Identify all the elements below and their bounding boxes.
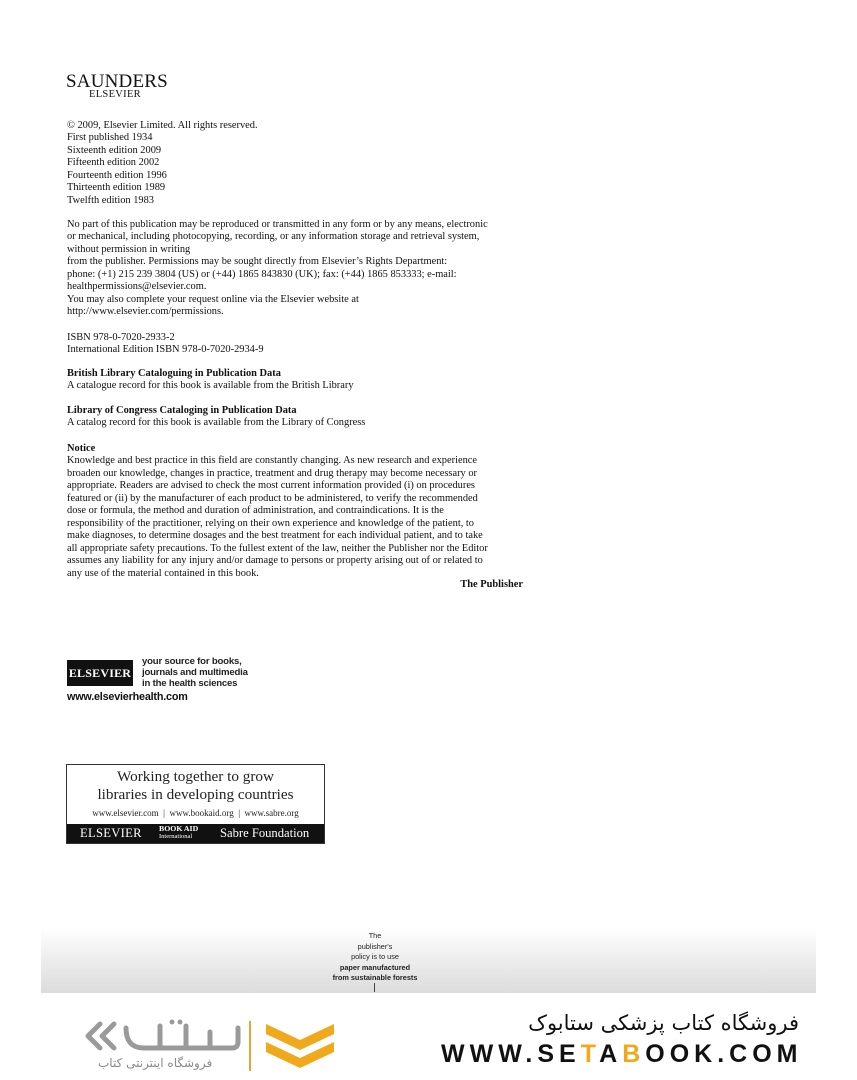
policy-line: policy is to use	[351, 952, 399, 962]
notice-line: appropriate. Readers are advised to check the most current information provided (i) on procedures	[67, 480, 475, 492]
sabre-foundation-logo: Sabre Foundation	[220, 826, 310, 840]
copyright-block	[67, 120, 537, 207]
notice-line: featured or (ii) by the manufacturer of each product to be administered, to verify the recommended	[67, 492, 478, 504]
library-of-congress-text: A catalog record for this book is available from the Library of Congress	[67, 417, 366, 429]
bookaid-logo-sub: International	[159, 833, 193, 840]
notice-line: dose or formula, the method and duration of administration, and contraindications. It is the	[67, 505, 444, 517]
isbn-international-line: International Edition ISBN 978-0-7020-2934-9	[67, 344, 264, 356]
notice-line: broaden our knowledge, changes in practice, treatment and drug therapy may become necessary or	[67, 467, 477, 479]
notice-line: assumes any liability for any injury and/or damage to persons or property arising out of or related to	[67, 555, 483, 567]
edition-line: Twelfth edition 1983	[67, 194, 155, 206]
policy-line: paper manufactured	[339, 962, 411, 972]
british-library-heading: British Library Cataloguing in Publication Data	[67, 368, 281, 379]
rights-line: without permission in writing	[67, 243, 191, 255]
rights-line: or mechanical, including photocopying, recording, or any information storage and retrieval system,	[67, 231, 480, 243]
copyright-line: © 2009, Elsevier Limited. All rights reserved.	[67, 120, 258, 131]
tagline-line: journals and multimedia	[142, 667, 248, 678]
edition-line: Sixteenth edition 2009	[67, 144, 162, 156]
bookaid-logo: BOOK AID	[159, 824, 199, 833]
paper-policy-note	[300, 931, 450, 984]
isbn-block	[67, 332, 537, 357]
working-together-box	[66, 764, 325, 844]
edition-line: Fourteenth edition 1996	[67, 169, 167, 181]
headline-line: libraries in developing countries	[97, 786, 294, 803]
setabook-chevron-icon	[262, 1020, 338, 1074]
url-accent: B	[622, 1040, 646, 1068]
edition-line: Fifteenth edition 2002	[67, 157, 160, 169]
elsevier-health-url[interactable]: www.elsevierhealth.com	[67, 691, 188, 703]
isbn-line: ISBN 978-0-7020-2933-2	[67, 332, 175, 343]
partner-logo-bar	[67, 824, 324, 843]
elsevier-partner-logo: ELSEVIER	[80, 826, 142, 840]
url-part: OOK.COM	[645, 1040, 803, 1068]
notice-line: Knowledge and best practice in this field are constantly changing. As new research and experience	[67, 455, 477, 467]
url-accent: T	[580, 1040, 600, 1068]
policy-divider	[374, 983, 375, 992]
notice-line: all appropriate safety precautions. To the fullest extent of the law, neither the Publisher nor the Editor	[67, 542, 488, 554]
rights-email: healthpermissions@elsevier.com.	[67, 281, 207, 293]
edition-line: First published 1934	[67, 132, 153, 144]
rights-line: No part of this publication may be reproduced or transmitted in any form or by any means, electronic	[67, 219, 488, 230]
notice-line: responsibility of the practitioner, relying on their own experience and knowledge of the patient, to	[67, 517, 475, 529]
policy-line: The	[368, 931, 382, 940]
url-part: WWW.SE	[441, 1040, 581, 1068]
publisher-imprint: ELSEVIER	[89, 89, 141, 100]
setabook-wordmark-icon	[82, 1018, 242, 1058]
british-library-block	[67, 368, 537, 393]
headline-line: Working together to grow	[117, 768, 274, 785]
rights-line: You may also complete your request online via the Elsevier website at	[67, 293, 359, 305]
rights-line: phone: (+1) 215 239 3804 (US) or (+44) 1865 843830 (UK); fax: (+44) 1865 853333; e-mail:	[67, 268, 457, 280]
shop-name: فروشگاه کتاب پزشکی ستابوک	[528, 1011, 799, 1035]
notice-line: make diagnoses, to determine dosages and the best treatment for each individual patient, and to take	[67, 530, 483, 542]
policy-line: publisher's	[357, 941, 393, 951]
partner-links[interactable]: www.elsevier.com | www.bookaid.org | www.sabre.org	[92, 808, 299, 818]
policy-line: from sustainable forests	[332, 973, 418, 983]
rights-block	[67, 219, 537, 319]
notice-block	[67, 443, 537, 580]
url-part: A	[599, 1040, 623, 1068]
elsevier-tagline	[142, 656, 248, 689]
library-of-congress-heading: Library of Congress Cataloging in Publication Data	[67, 405, 297, 416]
tagline-line: your source for books,	[142, 656, 242, 667]
publisher-signature: The Publisher	[460, 579, 523, 590]
edition-line: Thirteenth edition 1989	[67, 182, 166, 194]
tagline-line: in the health sciences	[142, 678, 238, 689]
publisher-name: SAUNDERS	[66, 71, 168, 92]
working-together-headline	[67, 768, 324, 804]
rights-line: from the publisher. Permissions may be sought directly from Elsevier’s Rights Department:	[67, 256, 448, 268]
notice-line: any use of the material contained in this book.	[67, 567, 259, 579]
logo-divider	[249, 1021, 251, 1071]
british-library-text: A catalogue record for this book is available from the British Library	[67, 380, 354, 392]
rights-url: http://www.elsevier.com/permissions.	[67, 306, 224, 318]
elsevier-logo: ELSEVIER	[67, 660, 133, 686]
logo-subtitle: فروشگاه اینترنتی کتاب	[98, 1056, 213, 1070]
library-of-congress-block	[67, 405, 537, 430]
shop-url[interactable]	[441, 1040, 802, 1069]
notice-heading: Notice	[67, 443, 96, 454]
